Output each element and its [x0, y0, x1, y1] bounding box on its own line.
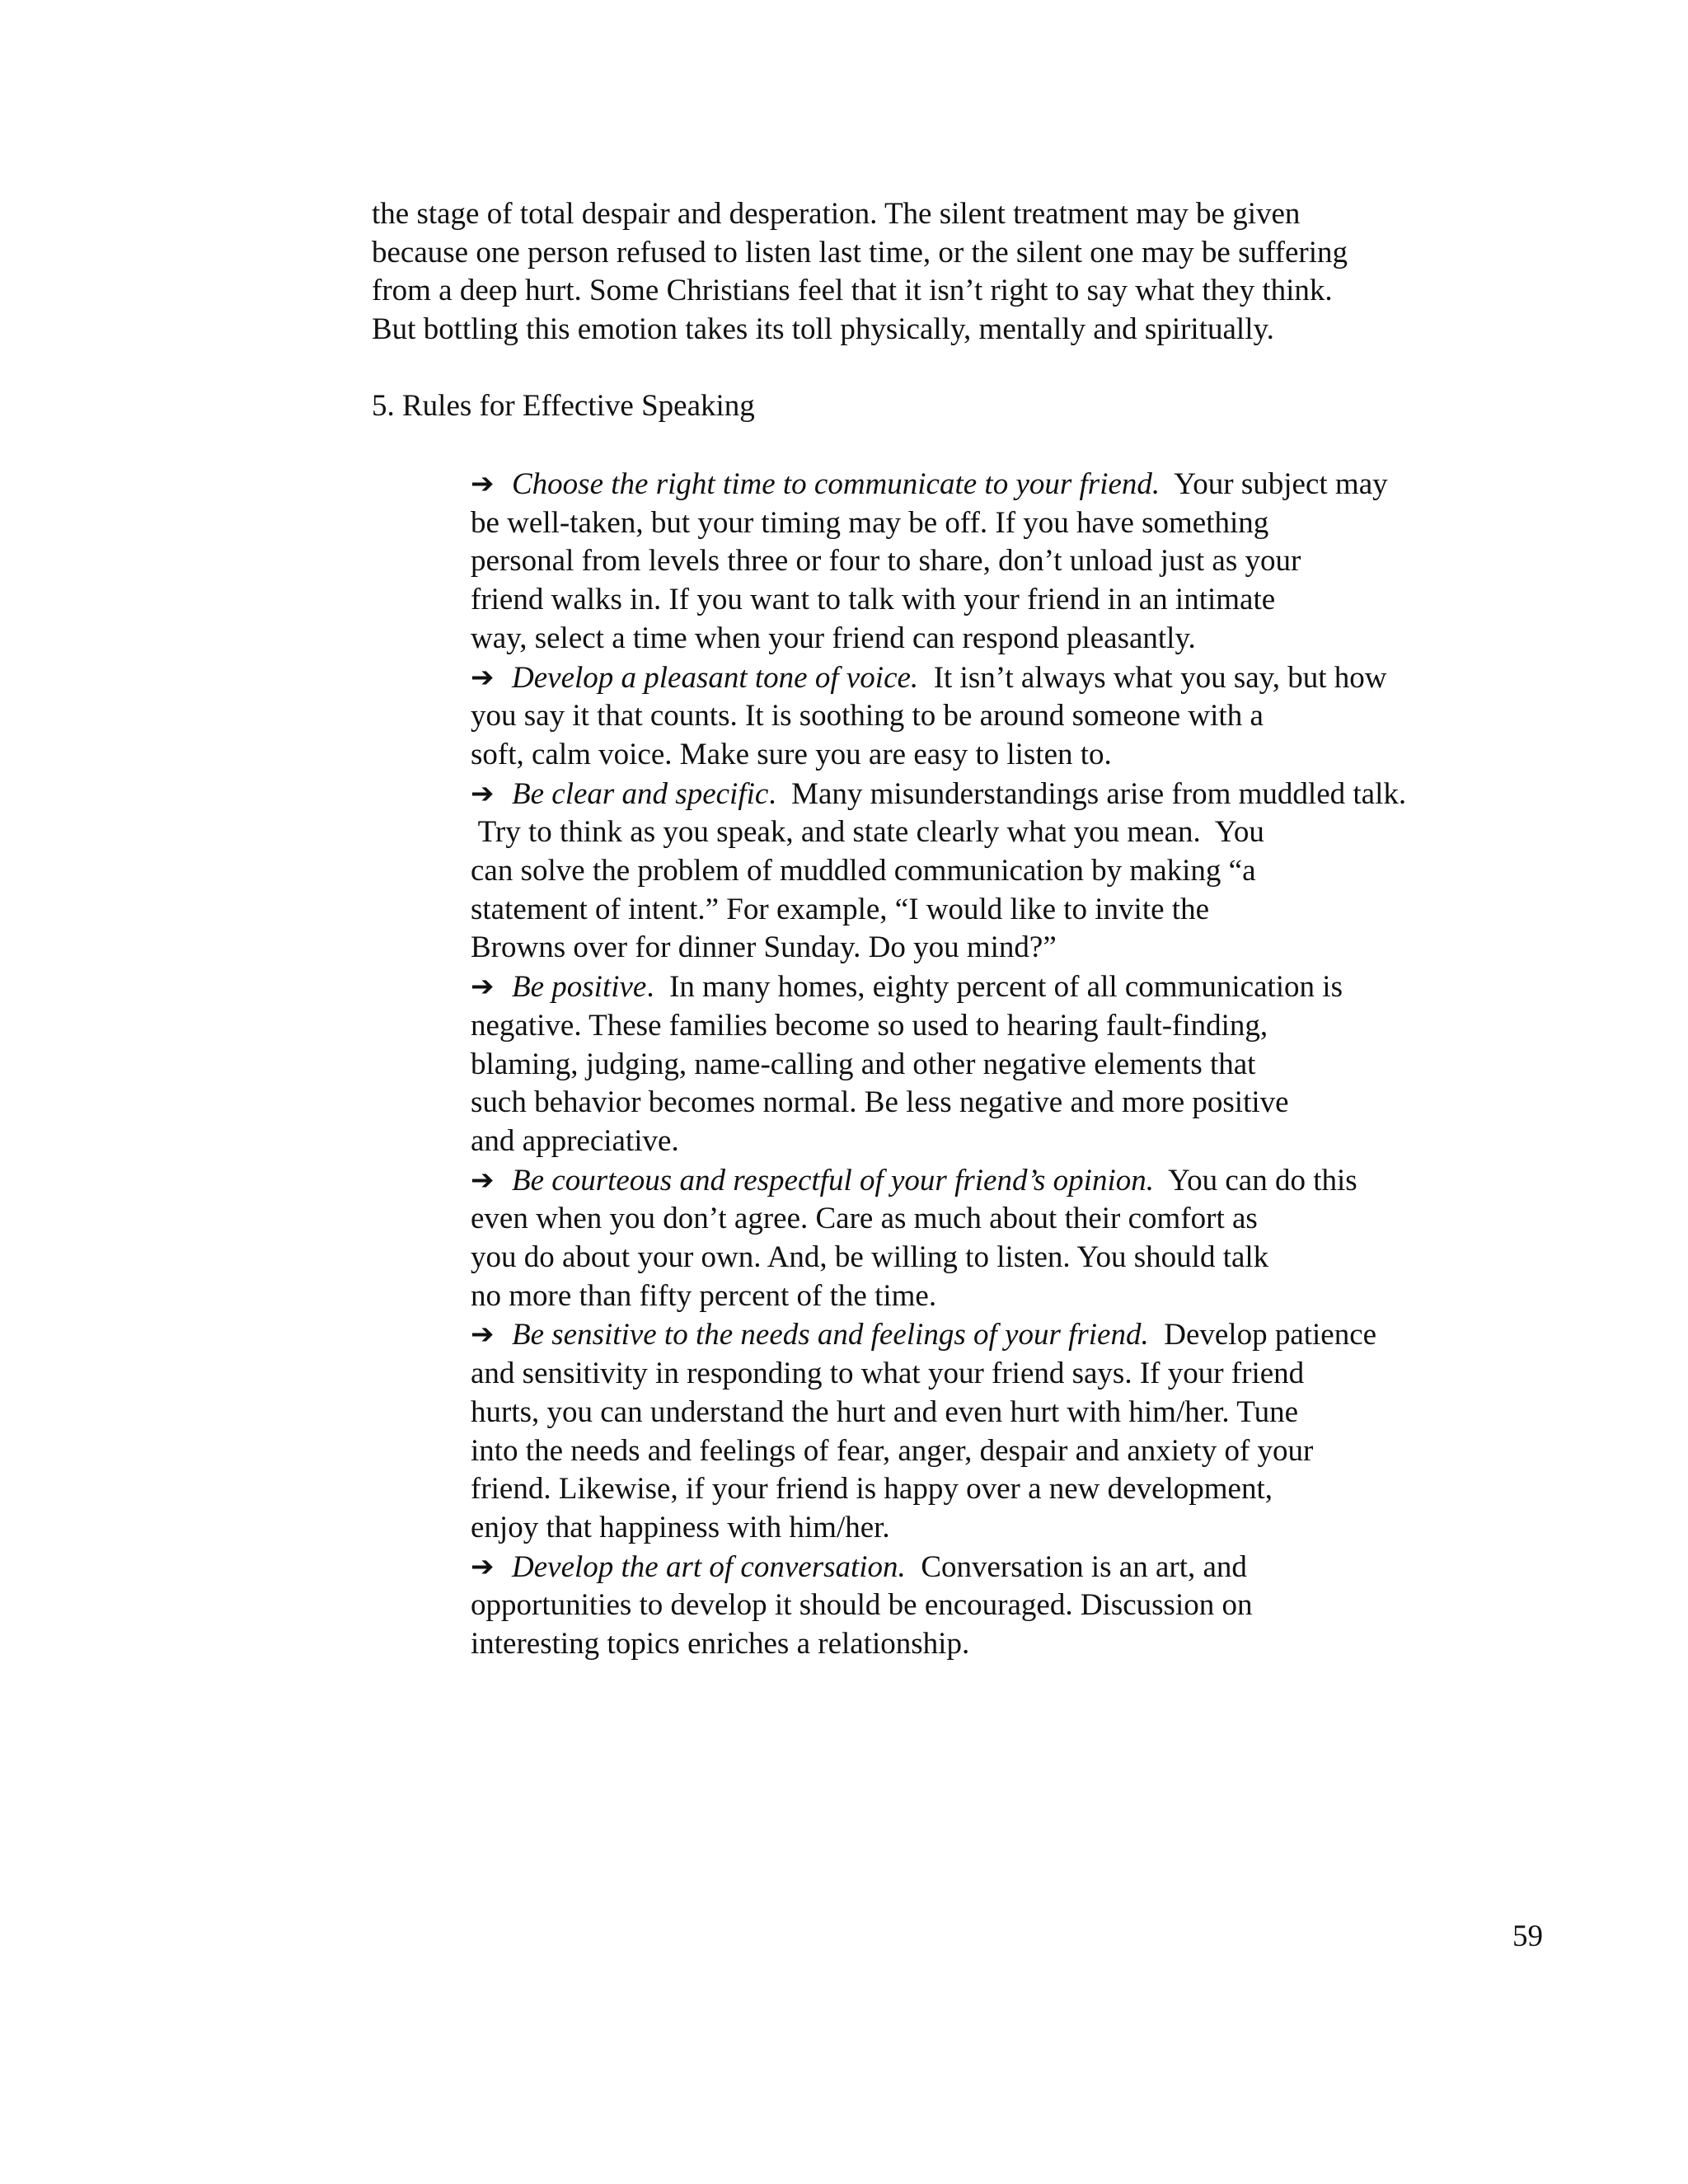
rule-text: Develop patience — [1148, 1318, 1377, 1352]
rule-line: Try to think as you speak, and state clearly what you mean. You — [471, 815, 1264, 850]
rule-text: Your subject may — [1160, 467, 1388, 501]
rule-line: personal from levels three or four to share, don’t unload just as your — [471, 544, 1301, 579]
rule-item — [471, 1161, 1542, 1316]
rule-item — [471, 1548, 1542, 1664]
rule-line: way, select a time when your friend can respond pleasantly. — [471, 621, 1196, 655]
rule-line: statement of intent.” For example, “I would like to invite the — [471, 892, 1209, 926]
right-arrow-icon: ➔ — [471, 1318, 495, 1352]
rule-line: can solve the problem of muddled communication by making “a — [471, 854, 1256, 888]
rule-line: hurts, you can understand the hurt and even hurt with him/her. Tune — [471, 1394, 1298, 1429]
rule-text: You can do this — [1153, 1163, 1357, 1197]
intro-line: because one person refused to listen last time, or the silent one may be suffering — [372, 235, 1348, 269]
right-arrow-icon: ➔ — [471, 970, 495, 1004]
right-arrow-icon: ➔ — [471, 1549, 495, 1583]
rule-first-line — [471, 1548, 1542, 1587]
rule-title: Be clear and specific — [512, 776, 769, 811]
rule-title: Develop the art of conversation. — [512, 1549, 906, 1584]
rule-title: Be positive — [512, 970, 647, 1005]
rule-title: Choose the right time to communicate to your friend. — [512, 467, 1160, 501]
rule-item — [471, 658, 1542, 775]
right-arrow-icon: ➔ — [471, 1163, 495, 1197]
rule-title: Develop a pleasant tone of voice. — [512, 660, 919, 695]
intro-paragraph — [372, 195, 1526, 349]
rule-first-line — [471, 1161, 1542, 1201]
section-heading: 5. Rules for Effective Speaking — [372, 389, 755, 423]
rule-first-line — [471, 968, 1542, 1007]
intro-line: But bottling this emotion takes its toll physically, mentally and spiritually. — [372, 312, 1274, 347]
rule-first-line — [471, 658, 1542, 698]
rule-title: Be sensitive to the needs and feelings of your friend. — [512, 1318, 1149, 1352]
rule-line: into the needs and feelings of fear, anger, despair and anxiety of your — [471, 1433, 1314, 1468]
rule-item — [471, 1315, 1542, 1547]
rule-item — [471, 968, 1542, 1161]
rule-first-line — [471, 1315, 1542, 1355]
rule-item — [471, 775, 1542, 968]
right-arrow-icon: ➔ — [471, 467, 495, 500]
rule-line: be well-taken, but your timing may be off. If you have something — [471, 505, 1269, 540]
page-number: 59 — [1512, 1919, 1543, 1953]
intro-line: from a deep hurt. Some Christians feel that it isn’t right to say what they think. — [372, 274, 1333, 308]
rule-line: and sensitivity in responding to what your friend says. If your friend — [471, 1357, 1305, 1391]
rule-line: negative. These families become so used to hearing fault-finding, — [471, 1008, 1268, 1043]
rule-line: blaming, judging, name-calling and other negative elements that — [471, 1047, 1256, 1081]
rule-line: enjoy that happiness with him/her. — [471, 1510, 890, 1544]
rule-first-line — [471, 465, 1542, 504]
rule-first-line — [471, 775, 1542, 814]
rule-line: friend. Likewise, if your friend is happy over a new development, — [471, 1472, 1273, 1507]
rule-text: . Many misunderstandings arise from muddled talk. — [768, 776, 1407, 811]
rule-text: . In many homes, eighty percent of all communication is — [646, 970, 1343, 1005]
rule-line: you do about your own. And, be willing to listen. You should talk — [471, 1240, 1269, 1275]
rules-list — [471, 465, 1542, 1664]
rule-item — [471, 465, 1542, 658]
rule-line: interesting topics enriches a relationship. — [471, 1627, 970, 1661]
rule-title: Be courteous and respectful of your friend’s opinion. — [512, 1163, 1154, 1197]
intro-line: the stage of total despair and desperation. The silent treatment may be given — [372, 197, 1301, 231]
rule-line: you say it that counts. It is soothing to be around someone with a — [471, 699, 1264, 733]
right-arrow-icon: ➔ — [471, 660, 495, 694]
rule-line: no more than fifty percent of the time. — [471, 1278, 937, 1313]
rule-text: Conversation is an art, and — [905, 1549, 1247, 1584]
right-arrow-icon: ➔ — [471, 776, 495, 810]
rule-line: opportunities to develop it should be encouraged. Discussion on — [471, 1588, 1253, 1623]
rule-text: It isn’t always what you say, but how — [918, 660, 1387, 695]
rule-line: such behavior becomes normal. Be less negative and more positive — [471, 1085, 1289, 1120]
rule-line: Browns over for dinner Sunday. Do you mind?” — [471, 930, 1057, 965]
rule-line: and appreciative. — [471, 1123, 679, 1158]
rule-line: even when you don’t agree. Care as much about their comfort as — [471, 1202, 1258, 1236]
rule-line: friend walks in. If you want to talk with your friend in an intimate — [471, 583, 1276, 617]
rule-line: soft, calm voice. Make sure you are easy to listen to. — [471, 737, 1112, 771]
